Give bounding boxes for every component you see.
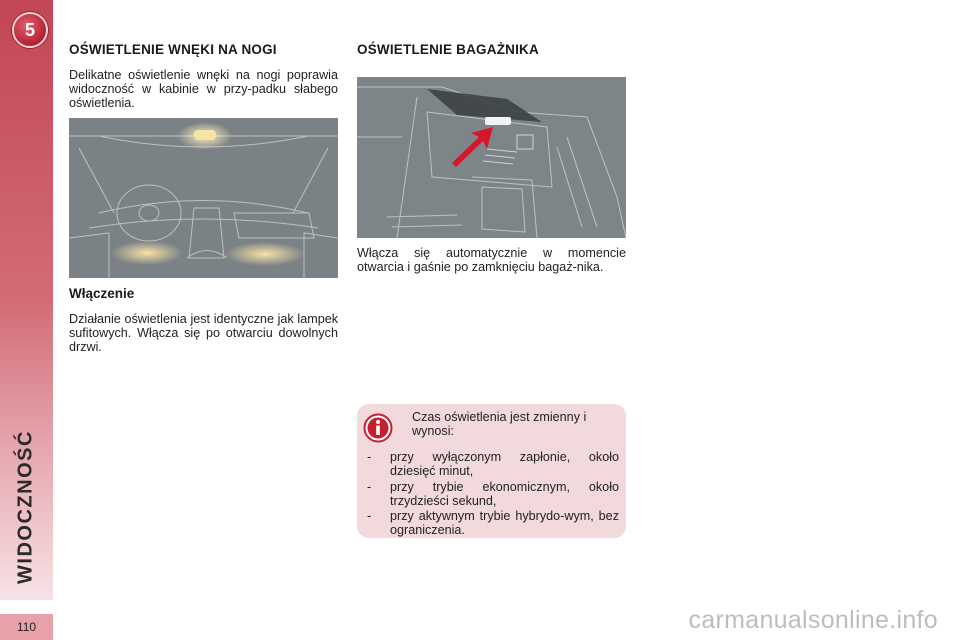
info-note-item: - przy wyłączonym zapłonie, około dziesięć minut, [367,450,619,478]
footwell-lighting-intro: Delikatne oświetlenie wnęki na nogi poprawia widoczność w kabinie w przy-padku słabego oświetlenia. [69,68,338,110]
info-note-box [357,404,626,538]
activation-description: Działanie oświetlenia jest identyczne jak lampek sufitowych. Włącza się po otwarciu dowolnych drzwi. [69,312,338,354]
car-interior-drawing [69,118,338,278]
activation-subheading: Włączenie [69,286,135,301]
info-note-item: - przy trybie ekonomicznym, około trzydzieści sekund, [367,480,619,508]
page-number: 110 [0,614,53,640]
info-note-lead: Czas oświetlenia jest zmienny i wynosi: [412,410,587,438]
boot-lighting-heading: OŚWIETLENIE BAGAŻNIKA [357,42,539,57]
info-icon [363,413,393,443]
footwell-lighting-heading: OŚWIETLENIE WNĘKI NA NOGI [69,42,277,57]
chapter-number-badge: 5 [12,12,48,48]
boot-lighting-description: Włącza się automatycznie w momencie otwarcia i gaśnie po zamknięciu bagaż-nika. [357,246,626,274]
car-boot-drawing [357,77,626,238]
footwell-lighting-illustration [69,118,338,278]
info-note-item: - przy aktywnym trybie hybrydo-wym, bez ograniczenia. [367,509,619,537]
section-title-vertical: WIDOCZNOŚĆ [14,430,37,584]
list-dash: - [367,450,372,464]
list-dash: - [367,509,372,523]
source-watermark: carmanualsonline.info [688,606,938,634]
boot-lighting-illustration [357,77,626,238]
list-dash: - [367,480,372,494]
